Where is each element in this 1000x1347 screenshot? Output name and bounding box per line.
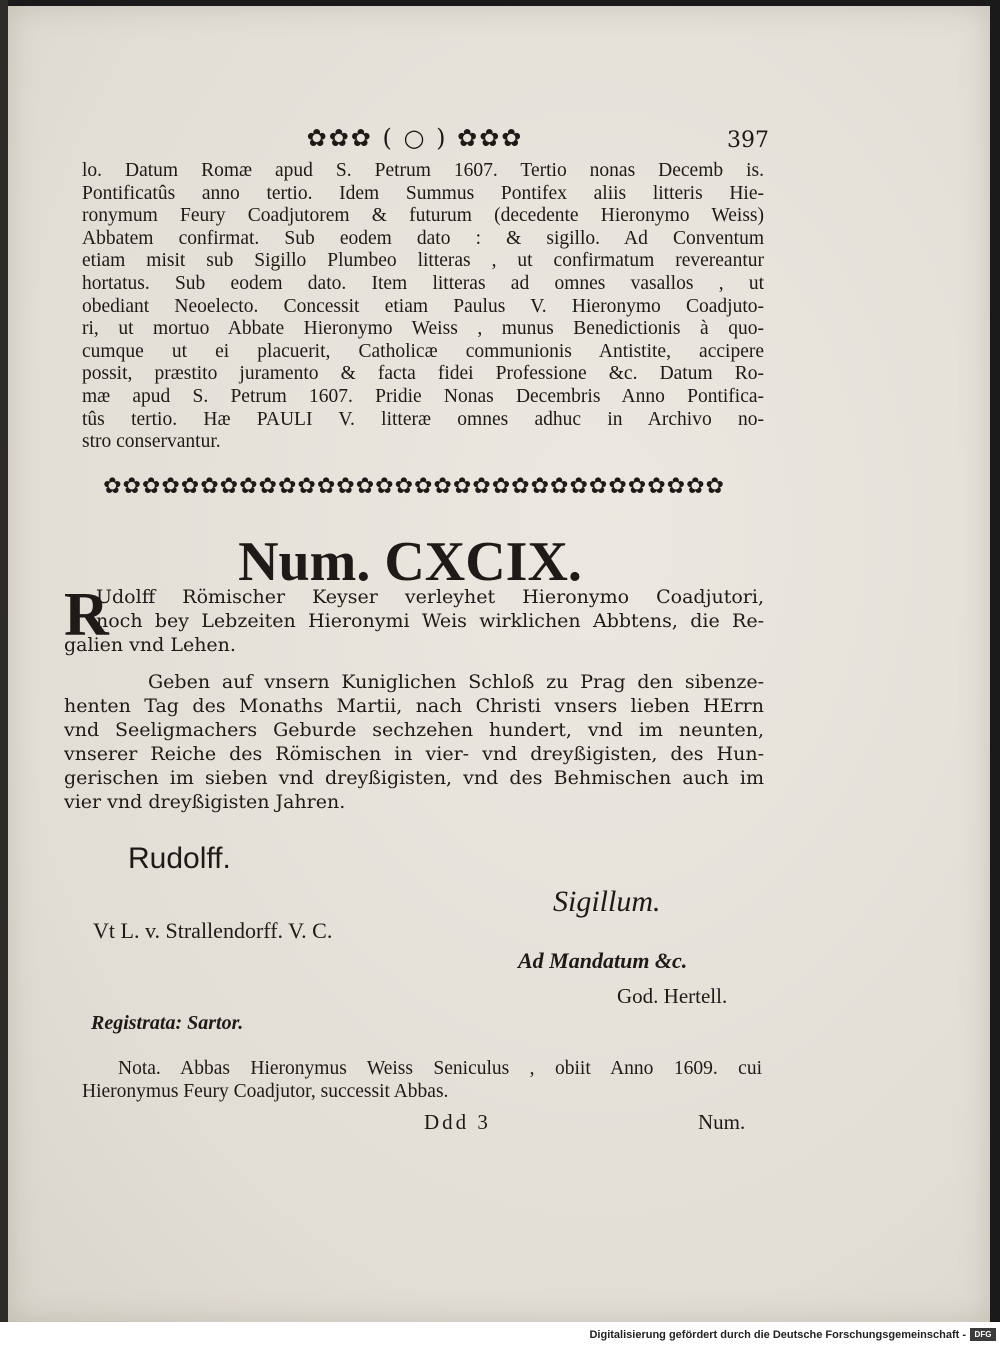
text-line: hortatus. Sub eodem dato. Item litteras ad omnes vasallos , ut <box>82 272 764 294</box>
text-line: stro conservantur. <box>82 431 221 453</box>
text-line: galien vnd Lehen. <box>64 634 236 656</box>
text-line: vnd Seeligmachers Geburde sechzehen hundert, vnd im neunten, <box>64 719 764 741</box>
text-line: noch bey Lebzeiten Hieronymi Weis wirklichen Abbtens, die Re- <box>96 610 764 632</box>
seal-label: Sigillum. <box>553 885 661 918</box>
text-line: henten Tag des Monaths Martii, nach Christi vnsers lieben HErrn <box>64 695 764 717</box>
page-number: 397 <box>727 128 769 153</box>
german-body-paragraph <box>64 670 764 814</box>
text-line: tûs tertio. Hæ PAULI V. litteræ omnes adhuc in Archivo no- <box>82 408 764 430</box>
page-fold-shadow <box>0 0 8 1322</box>
text-line: etiam misit sub Sigillo Plumbeo litteras , ut confirmatum revereantur <box>82 250 764 272</box>
text-line: mæ apud S. Petrum 1607. Pridie Nonas Decembris Anno Pontifica- <box>82 385 764 407</box>
catchword: Num. <box>698 1110 746 1134</box>
dfg-logo-icon[interactable]: DFG <box>970 1328 996 1341</box>
header-ornament: ✿✿✿ ( ○ ) ✿✿✿ <box>306 124 524 152</box>
mandate-note: Ad Mandatum &c. <box>518 948 688 973</box>
text-line: obediant Neoelecto. Concessit etiam Paulus V. Hieronymo Coadjuto- <box>82 295 764 317</box>
secretary-signature: God. Hertell. <box>617 984 728 1008</box>
text-line: Abbatem confirmat. Sub eodem dato : & sigillo. Ad Conventum <box>82 227 764 249</box>
text-line: Pontificatûs anno tertio. Idem Summus Pontifex aliis litteris Hie- <box>82 182 764 204</box>
text-line: gerischen im sieben vnd dreyßigisten, vnd des Behmischen auch im <box>64 767 764 789</box>
countersignature: Vt L. v. Strallendorff. V. C. <box>93 918 333 943</box>
text-line: Nota. Abbas Hieronymus Weiss Seniculus , obiit Anno 1609. cui <box>118 1058 762 1079</box>
registration-note: Registrata: Sartor. <box>91 1012 244 1034</box>
section-heading: Num. CXCIX. <box>238 531 582 593</box>
text-line: Hieronymus Feury Coadjutor, successit Abbas. <box>82 1081 449 1102</box>
text-line: vier vnd dreyßigisten Jahren. <box>64 791 346 813</box>
text-line: vnserer Reiche des Römischen in vier- vnd dreyßigisten, des Hun- <box>64 743 764 765</box>
text-line: ronymum Feury Coadjutorem & futurum (decedente Hieronymo Weiss) <box>82 205 764 227</box>
text-line: cumque ut ei placuerit, Catholicæ communionis Antistite, accipere <box>82 340 764 362</box>
text-line: Geben auf vnsern Kuniglichen Schloß zu Prag den sibenze- <box>148 671 764 693</box>
printer-signature-mark: Ddd 3 <box>424 1110 491 1134</box>
nota-paragraph <box>82 1057 762 1103</box>
signature-rudolff: Rudolff. <box>128 842 231 875</box>
text-line: possit, præstito juramento & facta fidei Professione &c. Datum Ro- <box>82 363 764 385</box>
drop-initial: R <box>64 581 109 649</box>
text-line: Udolff Römischer Keyser verleyhet Hieronymo Coadjutori, <box>96 586 764 608</box>
latin-paragraph <box>82 160 764 454</box>
text-line: lo. Datum Romæ apud S. Petrum 1607. Tertio nonas Decemb is. <box>82 160 764 181</box>
footer-credit: Digitalisierung gefördert durch die Deutsche Forschungsgemeinschaft - <box>589 1329 966 1341</box>
ornamental-divider: ✿✿✿✿✿✿✿✿✿✿✿✿✿✿✿✿✿✿✿✿✿✿✿✿✿✿✿✿✿✿✿✿ <box>103 474 725 499</box>
german-intro-paragraph <box>64 581 764 657</box>
text-line: ri, ut mortuo Abbate Hieronymo Weiss , munus Benedictionis à quo- <box>82 318 764 340</box>
